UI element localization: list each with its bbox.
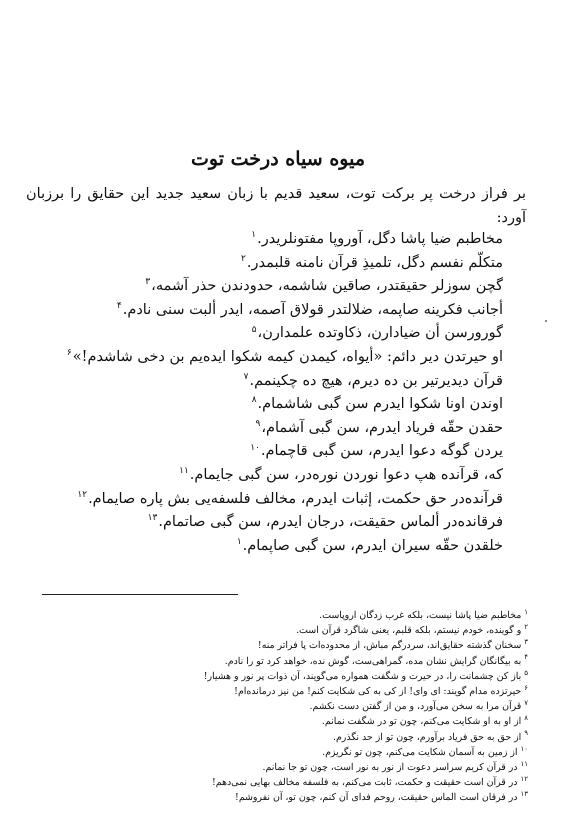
verse-text: گچن سوزلر حقیقتدر، صاقین شاشمه، حدودندن حذر آشمه، <box>151 278 503 295</box>
footnote-text: از او به او شکایت می‌کنم، چون تو در شگفت نمانم. <box>321 716 522 728</box>
footnote <box>28 745 528 760</box>
footnote-number: ۱۰ <box>520 744 528 753</box>
footnote-number: ۵ <box>524 668 528 677</box>
footnote-number: ۳ <box>524 638 528 647</box>
verse-line <box>23 252 503 276</box>
footnote-text: در فرقان است الماس حقیقت، روحم فدای آن کنم، چون تو، آن نفروشم! <box>235 792 518 804</box>
verse-text: اوندن اونا شکوا ایدرم سن گبی شاشمام. <box>257 396 503 413</box>
verse-line <box>23 535 503 559</box>
footnote-number: ۱۲ <box>520 774 528 783</box>
footnote <box>28 669 528 684</box>
footnote <box>28 775 528 790</box>
verse-line <box>23 370 503 394</box>
footnote-text: مخاطبم ضیا پاشا نیست، بلکه غرب زدگان اروپاست. <box>319 610 522 621</box>
footnote-reference: ۵ <box>251 324 257 335</box>
intro-paragraph: بر فراز درخت پر برکت توت، سعید قدیم با زبان سعید جدید این حقایق را برزبان آورد: <box>26 186 526 226</box>
footnote <box>28 623 528 638</box>
footnote-text: باز کن چشمانت را، در حیرت و شگفت همواره می‌گویند، آن ذوات پر نور و هشیار! <box>203 670 522 682</box>
footnote <box>28 790 528 805</box>
verse-text: یردن گوگه دعوا ایدرم، سن گبی قاچمام. <box>260 443 503 460</box>
footnote-number: ۱۱ <box>520 759 528 768</box>
verse-text: خلقدن حقّه سیران ایدرم، سن گبی صاپمام. <box>242 537 503 554</box>
footnote <box>28 654 528 669</box>
footnote-text: از حق به حق فریاد برآورم، چون تو از حد نگذرم. <box>333 731 522 743</box>
footnote-reference: ۳ <box>145 277 151 288</box>
footnote-number: ۹ <box>524 729 528 738</box>
footnote <box>28 699 528 714</box>
verse-text: فرقانده‌در ألماس حقیقت، درجان ایدرم، سن گبی صاتمام. <box>158 514 503 531</box>
footnote-text: در قرآن است حقیقت و حکمت، ثابت می‌کنم، به فلسفه مخالف بهایی نمی‌دهم! <box>212 777 518 789</box>
verse-text: أجانب فکرینه صاپمه، ضلالتدر قولاق آصمه، ایدر ألبت سنی نادم. <box>122 301 503 318</box>
footnote-separator <box>42 594 238 595</box>
verse-text: مخاطبم ضیا پاشا دگل، آوروپا مفتونلریدر. <box>257 231 503 247</box>
footnote-text: در قرآن کریم سراسر دعوت از نور به نور است، چون تو جا نمانم. <box>262 761 518 773</box>
footnote-reference: ۷ <box>243 371 249 382</box>
footnote <box>28 714 528 729</box>
verse-line <box>23 488 503 512</box>
verse-text: او حیرتدن دیر دائم: «أیواه، کیمدن کیمه شکوا ایده‌یم بن دخی شاشدم!» <box>72 348 503 365</box>
footnote-reference: ۱۰ <box>250 442 260 453</box>
verse-line <box>23 322 503 346</box>
footnote-number: ۷ <box>524 699 528 707</box>
footnote-text: سخنان گذشته حقایق‌اند، سردرگم مباش، از محدوده‌ات پا فراتر منه! <box>257 640 522 652</box>
footnote <box>28 684 528 699</box>
verse-line <box>23 228 503 252</box>
footnote-reference: ۹ <box>255 418 261 429</box>
footnote-reference: ۱۳ <box>147 513 158 524</box>
footnote-reference: ۱ <box>251 230 257 241</box>
verse-list <box>23 228 503 558</box>
page-title: میوه سیاه درخت توت <box>191 148 365 170</box>
footnote-number: ۴ <box>524 653 528 662</box>
verse-line <box>23 417 503 441</box>
footnote <box>28 638 528 653</box>
footnote-reference: ۱۱ <box>179 466 189 477</box>
verse-line <box>23 299 503 323</box>
footnote-list <box>28 608 528 805</box>
verse-line <box>23 275 503 299</box>
footnote-reference: ۱ <box>236 536 242 547</box>
footnote-number: ۱ <box>524 607 528 616</box>
verse-line <box>23 346 503 370</box>
verse-text: حقدن حقّه فریاد ایدرم، سن گبی آشمام، <box>261 419 503 436</box>
footnote-text: قرآن مرا به سخن می‌آورد، و من از گفتن دست نکشم. <box>309 701 522 713</box>
footnote-number: ۲ <box>524 623 528 632</box>
footnote-reference: ۸ <box>251 395 257 406</box>
footnote-reference: ۶ <box>66 348 72 359</box>
verse-line <box>23 511 503 535</box>
footnote-text: از زمین به آسمان شکایت می‌کنم، چون تو نگریزم. <box>322 746 518 758</box>
footnote <box>28 608 528 623</box>
verse-text: که، قرآنده هپ دعوا نوردن نوره‌در، سن گبی جایمام. <box>189 466 503 483</box>
verse-text: متکلّم نفسم دگل، تلمیذِ قرآن نامنه قلبمدر. <box>246 254 503 271</box>
footnote-number: ۶ <box>524 683 528 692</box>
verse-line <box>23 393 503 417</box>
footnote-text: به بیگانگان گرایش نشان مده، گمراهی‌ست، گوش نده، خواهد کرد تو را نادم. <box>224 655 522 667</box>
footnote-number: ۸ <box>524 714 528 723</box>
footnote-number: ۱۳ <box>520 790 528 799</box>
stray-ink-dot <box>545 320 547 322</box>
verse-line <box>23 440 503 464</box>
verse-text: گورورسن أن ضیادارن، ذکاوتده علمدارن، <box>257 325 503 342</box>
footnote-reference: ۴ <box>116 300 122 311</box>
verse-text: قرآنده‌در حق حکمت، إثبات ایدرم، مخالف فلسفه‌یی بش پاره صایمام. <box>88 490 503 507</box>
footnote-text: حیرتزده مدام گویند: ای وای! از کی به کی شکایت کنم! من نیز درمانده‌ام! <box>234 685 522 697</box>
verse-text: قرآن دیدیرتیر بن ده دیرم، هیچ ده چکینمم. <box>249 372 503 389</box>
footnote-reference: ۱۲ <box>77 489 88 500</box>
verse-line <box>23 464 503 488</box>
footnote-text: و گوینده، خودم نیستم، بلکه قلبم، یعنی شاگرد قرآن است. <box>296 625 522 637</box>
footnote-reference: ۲ <box>241 253 246 264</box>
footnote <box>28 730 528 745</box>
footnote <box>28 760 528 775</box>
